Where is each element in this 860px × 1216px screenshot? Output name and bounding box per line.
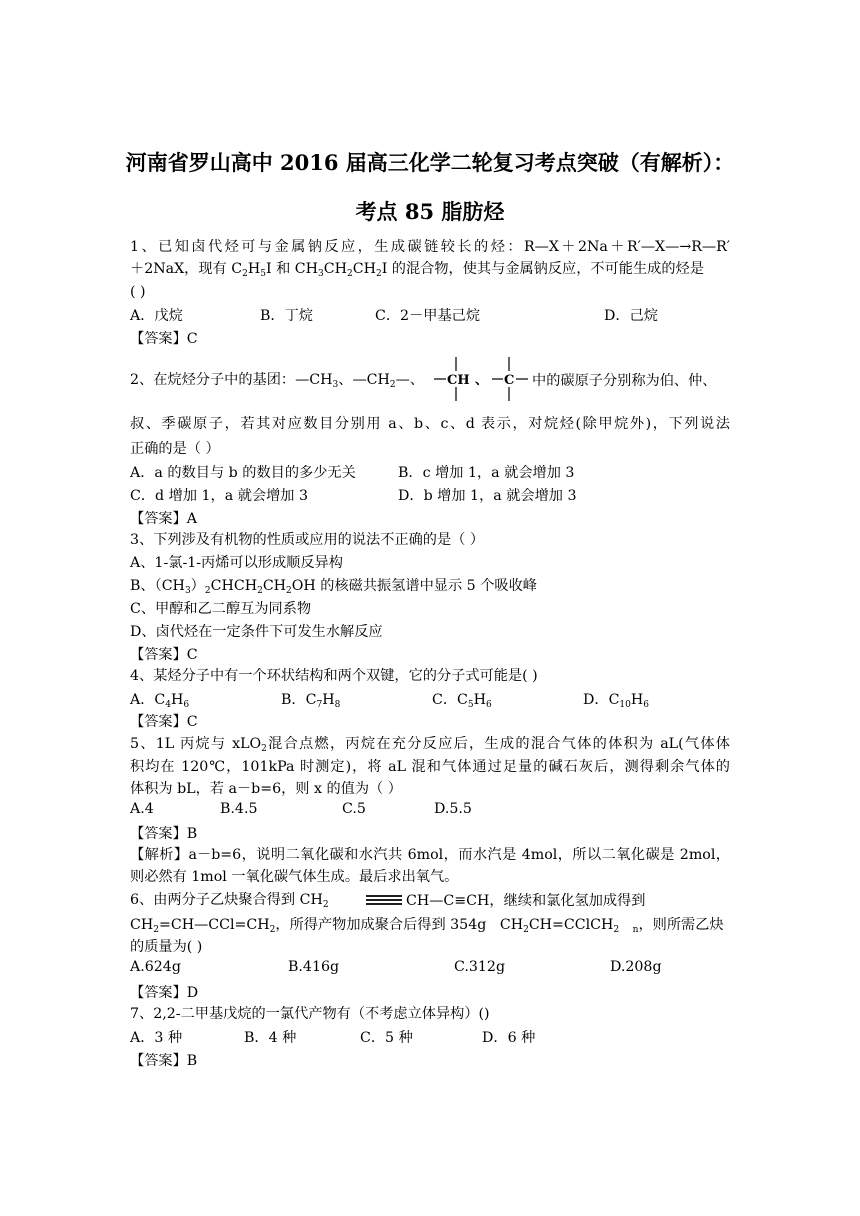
q2-stem-line2: 叔、季碳原子，若其对应数目分别用 a、b、c、d 表示，对烷烃(除甲烷外)，下列说法: [130, 416, 730, 432]
q2-option-a: A．a 的数目与 b 的数目的多少无关: [130, 465, 356, 481]
q1-stem-line3: ( ): [130, 284, 146, 300]
q7-option-d: D．6 种: [482, 1030, 536, 1046]
carbon-group-structures: [432, 355, 532, 403]
q6-option-b: B.416g: [288, 959, 340, 975]
q5-option-c: C.5: [342, 801, 366, 817]
q3-option-d: D、卤代烃在一定条件下可发生水解反应: [130, 624, 383, 640]
q1-option-c: C．2－甲基己烷: [375, 308, 481, 324]
q2-option-b: B．c 增加 1，a 就会增加 3: [398, 465, 575, 481]
ch-group-label: CH: [447, 373, 470, 388]
q6-stem-line1-start: 6、由两分子乙炔聚合得到 $CH_2$: [130, 892, 329, 910]
q6-option-d: D.208g: [610, 959, 662, 975]
q4-option-d: D．$C_{10}H_6$: [583, 692, 649, 710]
q5-explanation-line2: 则必然有 1mol 一氧化碳气体生成。最后求出氧气。: [130, 869, 459, 885]
q4-option-a: A．$C_4H_6$: [130, 692, 190, 710]
c-group-label: C: [504, 373, 515, 388]
q1-option-d: D．己烷: [604, 308, 658, 324]
group-separator: 、: [475, 373, 489, 388]
q5-stem-line2: 积均在 120℃，101kPa 时测定)，将 aL 混和气体通过足量的碱石灰后，测得剩余气体的: [130, 759, 730, 775]
q2-option-c: C．d 增加 1，a 就会增加 3: [130, 488, 308, 504]
q2-stem-line1-end: 中的碳原子分别称为伯、仲、: [532, 373, 717, 389]
q5-stem-line1: 5、1L 丙烷与 xLO$_2$混合点燃，丙烷在充分反应后，生成的混合气体的体积为 aL(气体体: [130, 736, 730, 754]
q4-option-c: C．$C_5H_6$: [432, 692, 492, 710]
q6-answer: 【答案】D: [130, 985, 199, 1001]
q4-stem: 4、某烃分子中有一个环状结构和两个双键，它的分子式可能是( ): [130, 668, 538, 684]
q5-option-d: D.5.5: [434, 801, 472, 817]
q6-option-c: C.312g: [454, 959, 506, 975]
q2-stem-line3: 正确的是（ ）: [130, 441, 220, 457]
q3-answer: 【答案】C: [130, 647, 198, 663]
q1-option-a: A．戊烷: [130, 308, 183, 324]
q4-answer: 【答案】C: [130, 714, 198, 730]
q7-option-a: A．3 种: [130, 1030, 183, 1046]
q7-option-c: C．5 种: [360, 1030, 413, 1046]
q3-stem: 3、下列涉及有机物的性质或应用的说法不正确的是（ ）: [130, 532, 485, 548]
q3-option-c: C、甲醇和乙二醇互为同系物: [130, 601, 312, 617]
q6-stem-line1-end: CH—C≡CH，继续和氯化氢加成得到: [406, 893, 646, 909]
q1-option-b: B．丁烷: [260, 308, 313, 324]
q5-stem-line3: 体积为 bL，若 a－b=6，则 x 的值为（ ）: [130, 781, 402, 797]
q1-answer: 【答案】C: [130, 331, 198, 347]
q5-option-b: B.4.5: [220, 801, 258, 817]
q5-explanation-line1: 【解析】a－b=6，说明二氧化碳和水汽共 6mol，而水汽是 4mol，所以二氧化碳是 2mol，: [130, 847, 730, 863]
q6-stem-line2: $CH_2=CH—CCl=CH_2$，所得产物加成聚合后得到 354g $CH_2CH=CClCH_2$ $_n$，则所需乙炔: [130, 917, 724, 935]
q3-option-b: B、$(CH_3)_2CHCH_2CH_2OH$ 的核磁共振氢谱中显示 5 个吸收峰: [130, 578, 537, 596]
q7-stem: 7、2,2-二甲基戊烷的一氯代产物有（不考虑立体异构）(): [130, 1006, 490, 1022]
q2-stem-line1: 2、在烷烃分子中的基团：$—CH_3$、$—CH_2—$、: [130, 372, 424, 390]
q3-option-a: A、1-氯-1-丙烯可以形成顺反异构: [130, 555, 343, 571]
document-title-line1: 河南省罗山高中 2016 届高三化学二轮复习考点突破（有解析）：: [125, 150, 735, 175]
q5-option-a: A.4: [130, 801, 154, 817]
q5-answer: 【答案】B: [130, 826, 198, 842]
q7-option-b: B．4 种: [244, 1030, 297, 1046]
document-title-line2: 考点 85 脂肪烃: [355, 199, 505, 224]
q7-answer: 【答案】B: [130, 1053, 198, 1069]
q1-stem-line1: 1、已知卤代烃可与金属钠反应，生成碳链较长的烃：R—X＋2Na＋R′—X—→R—R′: [130, 239, 730, 255]
q2-option-d: D．b 增加 1，a 就会增加 3: [398, 488, 577, 504]
q6-option-a: A.624g: [130, 959, 181, 975]
q4-option-b: B．$C_7H_8$: [281, 692, 341, 710]
q6-stem-line3: 的质量为( ): [130, 939, 203, 955]
triple-bond-symbol: [364, 892, 404, 908]
q2-answer: 【答案】A: [130, 511, 197, 527]
q1-stem-line2: ＋2NaX，现有 $C_2H_5I$ 和 $CH_3CH_2CH_2I$ 的混合物，使其与金属钠反应，不可能生成的烃是: [130, 261, 704, 279]
